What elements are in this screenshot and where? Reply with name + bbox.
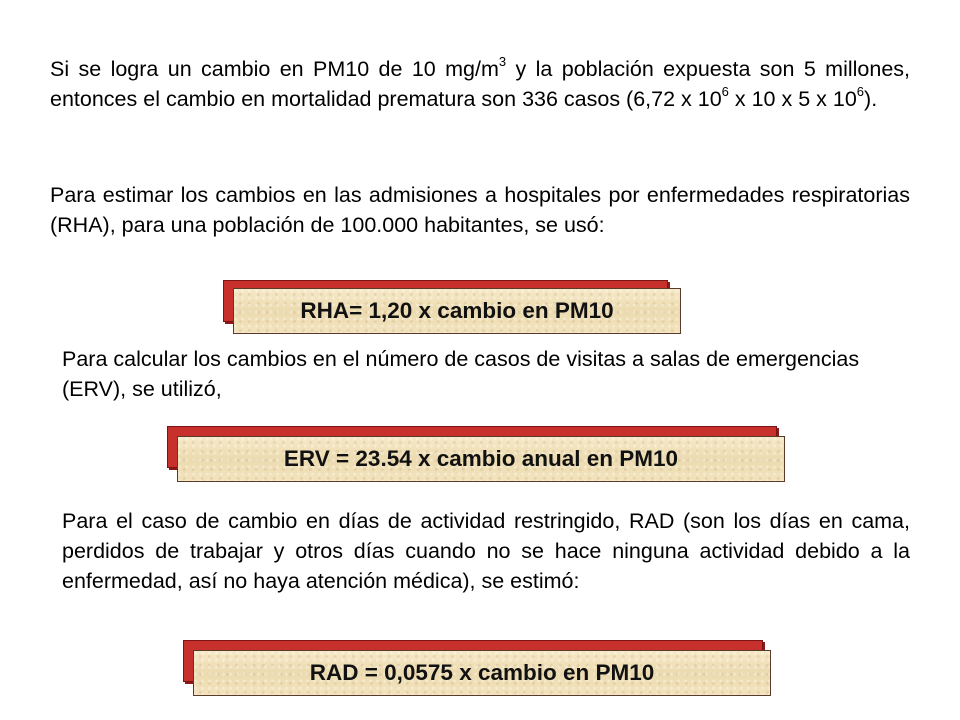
paragraph-mortality: Si se logra un cambio en PM10 de 10 $mg/m^3$ y la población expuesta son 5 millones, entonces el cambio en mortalidad prematura son 336 casos (6,72 x $10^6$ x 10 x 5 x $10^6$). [50, 53, 910, 111]
formula-box-rad [183, 640, 773, 698]
formula-box-rha [223, 280, 683, 336]
superscript-3: 3 [498, 53, 507, 69]
formula-rad-text: RAD = 0,0575 x cambio en PM10 [193, 650, 771, 696]
formula-rha-text: RHA= 1,20 x cambio en PM10 [233, 288, 681, 334]
paragraph-rad-intro: Para el caso de cambio en días de actividad restringido, RAD (son los días en cama, perdidos de trabajar y otros días cuando no se hace ninguna actividad debido a la enfermedad, así no haya atención médica), se estimó: [62, 509, 910, 593]
superscript-6a: 6 [721, 83, 729, 99]
formula-erv-text: ERV = 23.54 x cambio anual en PM10 [177, 436, 785, 482]
paragraph-erv-intro: Para calcular los cambios en el número de casos de visitas a salas de emergencias (ERV), se utilizó, [62, 347, 860, 401]
formula-box-erv [167, 426, 787, 484]
superscript-6b: 6 [856, 83, 865, 99]
paragraph-rha-intro: Para estimar los cambios en las admisiones a hospitales por enfermedades respiratorias (RHA), para una población de 100.000 habitantes, se usó: [50, 183, 910, 237]
